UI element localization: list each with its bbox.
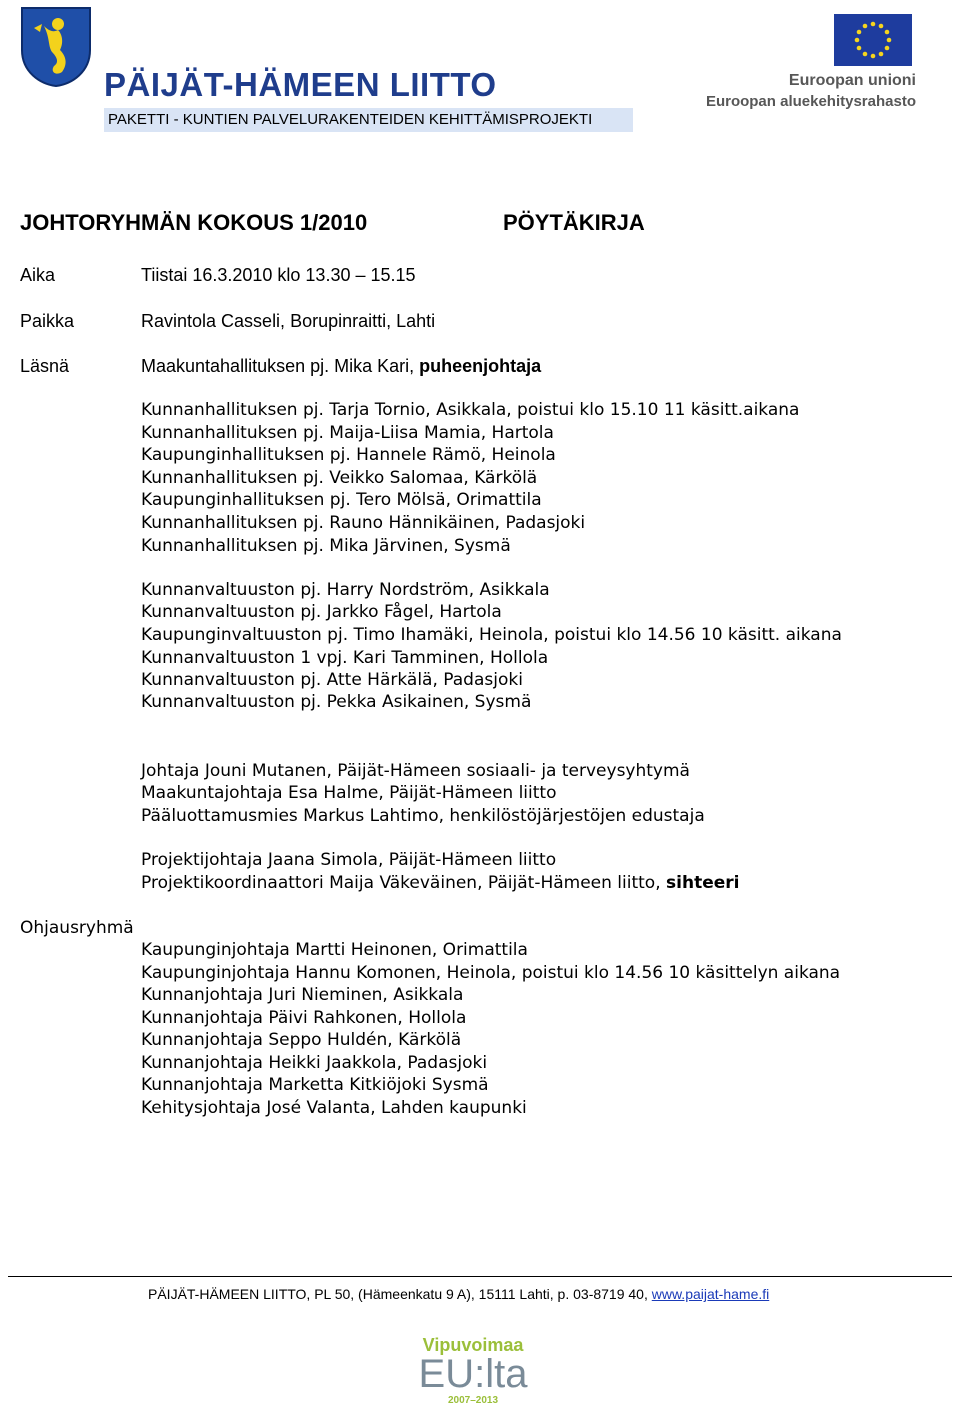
eu-flag-logo (834, 14, 912, 66)
attendee-line: Kaupunginvaltuuston pj. Timo Ihamäki, Heinola, poistui klo 14.56 10 käsitt. aikana (141, 625, 842, 645)
eu-label-union: Euroopan unioni (788, 72, 916, 89)
vipuvoimaa-logo-line2: EU:lta (418, 1352, 528, 1396)
vipuvoimaa-logo-line1: Vipuvoimaa (422, 1335, 524, 1355)
attendee-line: Kunnanvaltuuston pj. Harry Nordström, Asikkala (141, 580, 550, 600)
attendee-line: Kunnanvaltuuston 1 vpj. Kari Tamminen, Hollola (141, 648, 549, 668)
secretary-line (141, 873, 739, 893)
secretary-role: sihteeri (666, 873, 740, 893)
time-label: Aika (20, 265, 56, 285)
attendee-line: Maakuntajohtaja Esa Halme, Päijät-Hämeen liitto (141, 783, 557, 803)
attendee-line: Kunnanhallituksen pj. Rauno Hännikäinen, Padasjoki (141, 513, 586, 533)
project-banner (104, 108, 633, 132)
footer-website-link[interactable]: www.paijat-hame.fi (651, 1286, 770, 1302)
attendee-line: Kaupunginhallituksen pj. Hannele Rämö, Heinola (141, 445, 556, 465)
place-label: Paikka (20, 311, 75, 331)
footer-address-text: PÄIJÄT-HÄMEEN LIITTO, PL 50, (Hämeenkatu 9 A), 15111 Lahti, p. 03-8719 40, (148, 1286, 648, 1302)
steering-member: Kunnanjohtaja Marketta Kitkiöjoki Sysmä (141, 1075, 489, 1095)
steering-member: Kunnanjohtaja Seppo Huldén, Kärkölä (141, 1030, 462, 1050)
project-title: PAKETTI - KUNTIEN PALVELURAKENTEIDEN KEHITTÄMISPROJEKTI (108, 111, 593, 128)
steering-member: Kunnanjohtaja Juri Nieminen, Asikkala (141, 985, 464, 1005)
org-wordmark: PÄIJÄT-HÄMEEN LIITTO (104, 66, 497, 103)
attendee-line: Kunnanvaltuuston pj. Atte Härkälä, Padasjoki (141, 670, 523, 690)
project-lead-line: Projektijohtaja Jaana Simola, Päijät-Hämeen liitto (141, 850, 557, 870)
attendee-line: Kunnanhallituksen pj. Mika Järvinen, Sysmä (141, 536, 511, 556)
attendee-line: Kaupunginhallituksen pj. Tero Mölsä, Orimattila (141, 490, 542, 510)
chair-line (141, 356, 541, 377)
meeting-title: JOHTORYHMÄN KOKOUS 1/2010 (20, 210, 368, 235)
chair-role: puheenjohtaja (419, 356, 542, 376)
attendee-line: Kunnanhallituksen pj. Tarja Tornio, Asikkala, poistui klo 15.10 11 käsitt.aikana (141, 400, 800, 420)
present-label: Läsnä (20, 356, 70, 376)
steering-member: Kehitysjohtaja José Valanta, Lahden kaupunki (141, 1098, 527, 1118)
time-value: Tiistai 16.3.2010 klo 13.30 – 15.15 (141, 265, 416, 285)
attendee-line: Kunnanvaltuuston pj. Jarkko Fågel, Hartola (141, 602, 502, 622)
attendee-line: Pääluottamusmies Markus Lahtimo, henkilöstöjärjestöjen edustaja (141, 806, 705, 826)
document-type: PÖYTÄKIRJA (503, 210, 645, 235)
coat-of-arms-logo (20, 6, 92, 88)
attendee-line: Kunnanhallituksen pj. Maija-Liisa Mamia, Hartola (141, 423, 554, 443)
eu-label-fund: Euroopan aluekehitysrahasto (705, 93, 916, 110)
footer-divider (8, 1276, 952, 1277)
steering-member: Kaupunginjohtaja Martti Heinonen, Orimattila (141, 940, 528, 960)
attendee-line: Kunnanvaltuuston pj. Pekka Asikainen, Sysmä (141, 692, 532, 712)
secretary-name: Projektikoordinaattori Maija Väkeväinen, Päijät-Hämeen liitto, (141, 873, 661, 893)
steering-group-label: Ohjausryhmä (20, 918, 134, 938)
attendee-line: Kunnanhallituksen pj. Veikko Salomaa, Kärkölä (141, 468, 538, 488)
steering-member: Kunnanjohtaja Heikki Jaakkola, Padasjoki (141, 1053, 488, 1073)
chair-name: Maakuntahallituksen pj. Mika Kari, (141, 356, 415, 376)
place-value: Ravintola Casseli, Borupinraitti, Lahti (141, 311, 436, 331)
footer-address (148, 1286, 769, 1302)
attendee-line: Johtaja Jouni Mutanen, Päijät-Hämeen sosiaali- ja terveysyhtymä (141, 761, 690, 781)
steering-member: Kunnanjohtaja Päivi Rahkonen, Hollola (141, 1008, 467, 1028)
steering-member: Kaupunginjohtaja Hannu Komonen, Heinola, poistui klo 14.56 10 käsittelyn aikana (141, 963, 841, 983)
vipuvoimaa-logo-years: 2007–2013 (447, 1395, 499, 1406)
